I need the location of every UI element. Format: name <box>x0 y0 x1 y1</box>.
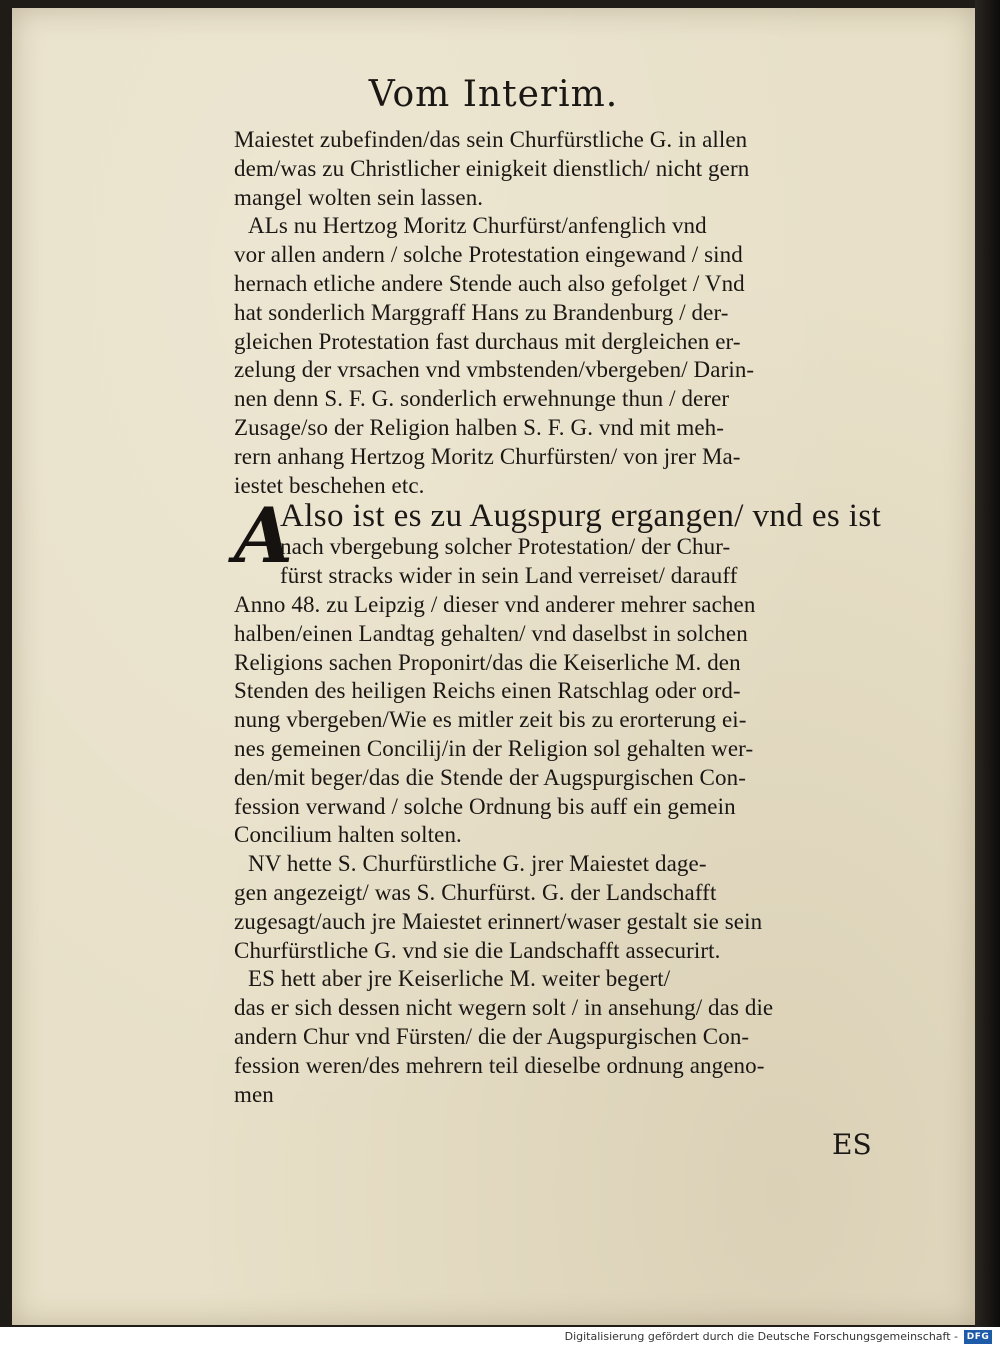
text-line: Anno 48. zu Leipzig / dieser vnd anderer mehrer sachen <box>234 591 756 617</box>
text-line: nach vbergebung solcher Protestation/ der Chur- <box>280 534 731 560</box>
text-line: fession verwand / solche Ordnung bis auff ein gemein <box>234 793 736 819</box>
text-line: Concilium halten solten. <box>234 822 462 848</box>
dfg-logo-icon: DFG <box>964 1330 992 1344</box>
text-line: Maiestet zubefinden/das sein Churfürstliche G. in allen <box>234 127 748 152</box>
text-line: Churfürstliche G. vnd sie die Landschafft assecurirt. <box>234 937 721 963</box>
text-line: iestet beschehen etc. <box>234 472 425 498</box>
text-line: nung vbergeben/Wie es mitler zeit bis zu erorterung ei- <box>234 707 747 733</box>
heading-line: Also ist es zu Augspurg ergangen/ vnd es ist <box>280 500 882 534</box>
running-head: Vom Interim. <box>368 74 619 115</box>
paragraph <box>234 965 884 1109</box>
text-line: nes gemeinen Concilij/in der Religion sol gehalten wer- <box>234 735 754 761</box>
text-line: rern anhang Hertzog Moritz Churfürsten/ von jrer Ma- <box>234 443 741 469</box>
text-line: Religions sachen Proponirt/das die Keiserliche M. den <box>234 649 741 675</box>
paragraph <box>234 212 884 500</box>
text-line: men <box>234 1081 274 1107</box>
text-line: gleichen Protestation fast durchaus mit dergleichen er- <box>234 328 741 354</box>
text-line: mangel wolten sein lassen. <box>234 184 484 210</box>
paragraph <box>234 850 884 965</box>
text-line: ALs nu Hertzog Moritz Churfürst/anfenglich vnd <box>248 213 707 239</box>
text-line: halben/einen Landtag gehalten/ vnd daselbst in solchen <box>234 620 748 646</box>
funding-credit: Digitalisierung gefördert durch die Deutsche Forschungsgemeinschaft - <box>564 1330 958 1343</box>
scan-edge <box>975 0 1000 1327</box>
text-line: dem/was zu Christlicher einigkeit dienstlich/ nicht gern <box>234 155 750 181</box>
text-line: das er sich dessen nicht wegern solt / in ansehung/ das die <box>234 995 774 1021</box>
text-line: fürst stracks wider in sein Land verreiset/ darauff <box>280 563 738 589</box>
text-line: Zusage/so der Religion halben S. F. G. vnd mit meh- <box>234 414 725 440</box>
text-line: andern Chur vnd Fürsten/ die der Augspurgischen Con- <box>234 1023 750 1049</box>
catchword: ES <box>832 1128 872 1161</box>
text-line: gen angezeigt/ was S. Churfürst. G. der Landschafft <box>234 879 717 905</box>
text-line: den/mit beger/das die Stende der Augspurgischen Con- <box>234 764 746 790</box>
text-line: ES hett aber jre Keiserliche M. weiter begert/ <box>248 966 671 992</box>
paragraph <box>234 491 884 850</box>
drop-initial: A <box>234 491 293 581</box>
text-block <box>234 126 884 1109</box>
text-line: vor allen andern / solche Protestation eingewand / sind <box>234 242 743 268</box>
text-line: NV hette S. Churfürstliche G. jrer Maiestet dage- <box>248 851 707 877</box>
text-line: zugesagt/auch jre Maiestet erinnert/waser gestalt sie sein <box>234 908 763 934</box>
book-page <box>12 8 975 1325</box>
footer-bar <box>0 1327 1000 1347</box>
text-line: zelung der vrsachen vnd vmbstenden/vbergeben/ Darin- <box>234 357 755 383</box>
text-line: hernach etliche andere Stende auch also gefolget / Vnd <box>234 270 745 296</box>
text-line: nen denn S. F. G. sonderlich erwehnunge thun / derer <box>234 386 730 412</box>
text-line: Stenden des heiligen Reichs einen Ratschlag oder ord- <box>234 678 741 704</box>
paragraph <box>234 126 884 212</box>
text-line: hat sonderlich Marggraff Hans zu Brandenburg / der- <box>234 299 729 325</box>
text-line: fession weren/des mehrern teil dieselbe ordnung angeno- <box>234 1052 765 1078</box>
